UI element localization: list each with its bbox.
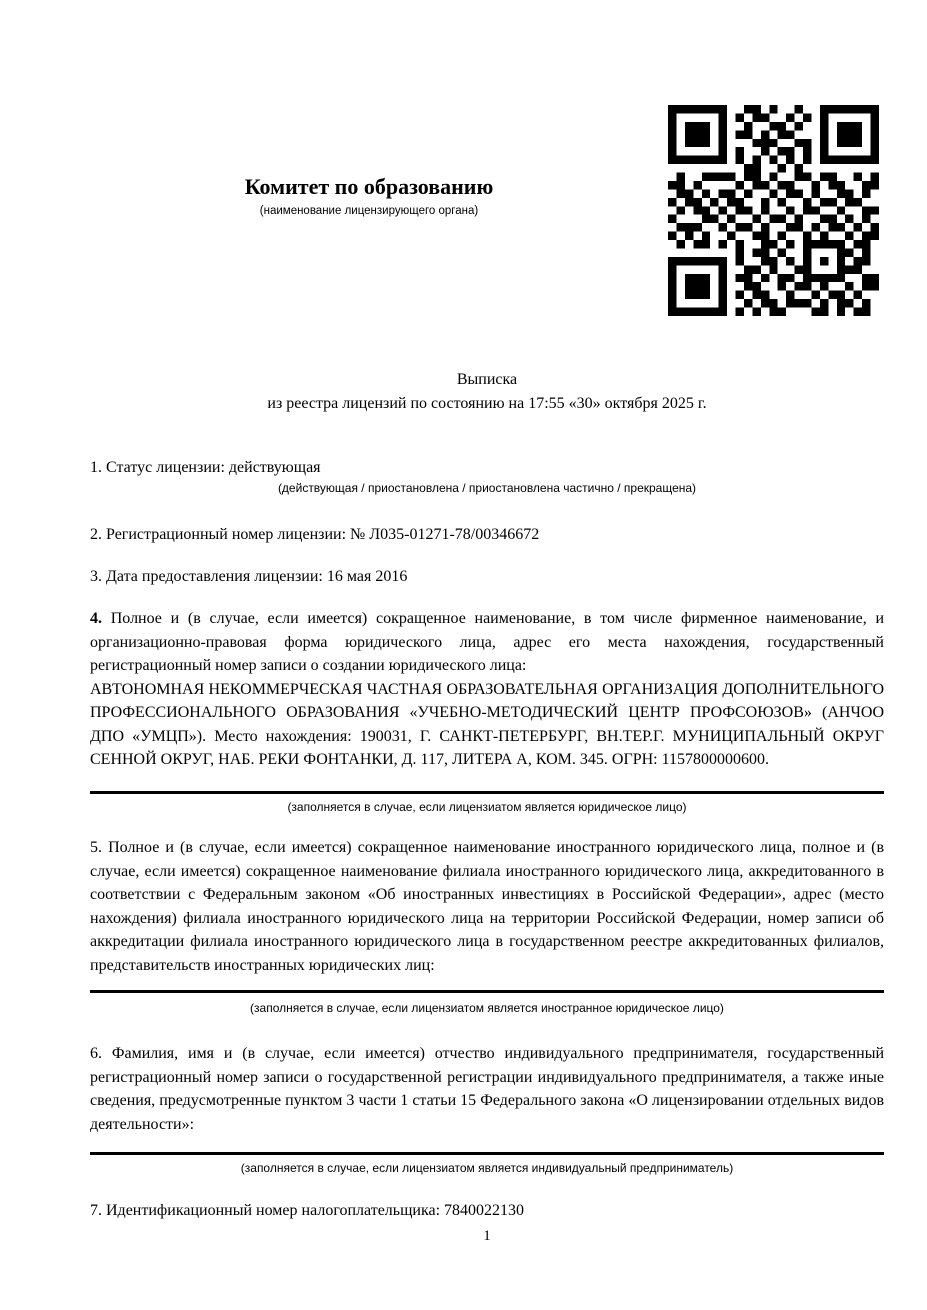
item-grant-date: 3. Дата предоставления лицензии: 16 мая 2016 (90, 568, 408, 585)
qr-code (668, 105, 879, 316)
item-foreign-entity: 5. Полное и (в случае, если имеется) сокращенное наименование иностранного юридического лица, полное и (в случае, если имеется) сокращенное наименование филиала иностранного юридического лица, аккредитованного в соответствии с Федеральным законом «Об иностранных инвестициях в Российской Федерации», адрес (место нахождения) филиала иностранного юридического лица на территории Российской Федерации, номер записи об аккредитации филиала иностранного юридического лица в государственном реестре аккредитованных филиалов, представительств иностранных юридических лиц: (90, 839, 884, 974)
divider-entrepreneur (90, 1152, 884, 1155)
item-entrepreneur: 6. Фамилия, имя и (в случае, если имеется) отчество индивидуального предпринимателя, государственный регистрационный номер записи о государственной регистрации индивидуального предпринимателя, а также иные сведения, предусмотренные пунктом 3 части 1 статьи 15 Федерального закона «О лицензировании отдельных видов деятельности»: (90, 1045, 884, 1133)
item-license-status: 1. Статус лицензии: действующая (90, 459, 321, 476)
document-title (90, 368, 884, 416)
item-legal-entity-value: АВТОНОМНАЯ НЕКОММЕРЧЕСКАЯ ЧАСТНАЯ ОБРАЗОВАТЕЛЬНАЯ ОРГАНИЗАЦИЯ ДОПОЛНИТЕЛЬНОГО ПРОФЕССИОНАЛЬНОГО ОБРАЗОВАНИЯ «УЧЕБНО-МЕТОДИЧЕСКИЙ ЦЕНТР ПРОФСОЮЗОВ» (АНЧОО ДПО «УМЦП»). Место нахождения: 190031, Г. САНКТ-ПЕТЕРБУРГ, ВН.ТЕР.Г. МУНИЦИПАЛЬНЫЙ ОКРУГ СЕННОЙ ОКРУГ, НАБ. РЕКИ ФОНТАНКИ, Д. 117, ЛИТЕРА А, КОМ. 345. ОГРН: 1157800000600. (90, 680, 884, 768)
document-title-line2: из реестра лицензий по состоянию на 17:55 «30» октября 2025 г. (267, 395, 707, 412)
divider-entrepreneur-caption: (заполняется в случае, если лицензиатом является индивидуальный предприниматель) (240, 1161, 734, 1175)
item-registration-number: 2. Регистрационный номер лицензии: № Л035-01271-78/00346672 (90, 526, 540, 543)
divider-foreign-entity (90, 990, 884, 993)
document-title-line1: Выписка (456, 371, 518, 388)
divider-legal-entity (90, 791, 884, 794)
item-legal-entity (90, 607, 884, 772)
issuing-authority-name: Комитет по образованию (244, 174, 494, 199)
item-license-status-caption: (действующая / приостановлена / приостановлена частично / прекращена) (277, 481, 697, 495)
issuing-authority-caption: (наименование лицензирующего органа) (259, 205, 479, 217)
divider-foreign-entity-caption: (заполняется в случае, если лицензиатом является иностранное юридическое лицо) (250, 1001, 724, 1015)
divider-legal-entity-caption: (заполняется в случае, если лицензиатом является юридическое лицо) (287, 800, 687, 814)
item-legal-entity-intro: Полное и (в случае, если имеется) сокращенное наименование, в том числе фирменное наименование, и организационно-правовая форма юридического лица, адрес его места нахождения, государственный регистрационный номер записи о создании юридического лица: (90, 610, 885, 674)
issuing-authority-block (90, 174, 648, 218)
item-legal-entity-number: 4. (90, 610, 102, 627)
page-number: 1 (483, 1228, 491, 1244)
item-taxpayer-number: 7. Идентификационный номер налогоплательщика: 7840022130 (90, 1202, 525, 1219)
